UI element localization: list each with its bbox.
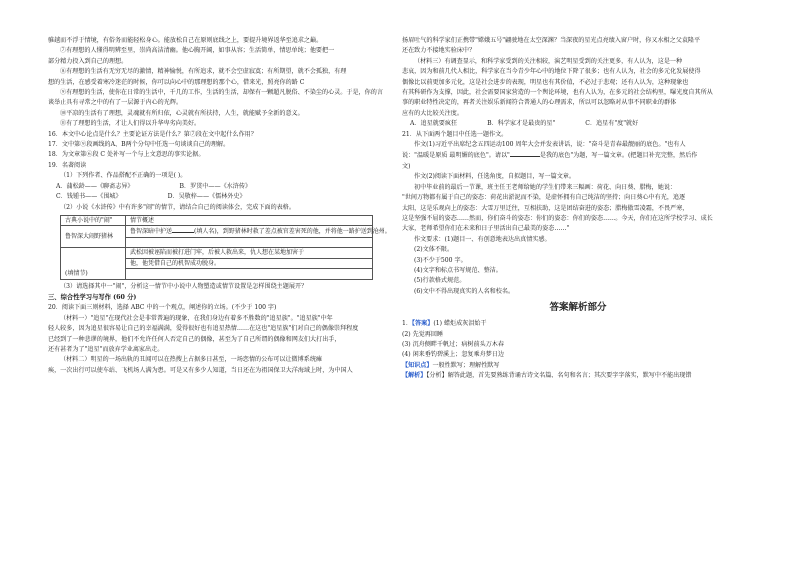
text-line: （材料一）"追星"在现代社会是非常普遍的现象，在我们身边有着多不胜数的"追星族"。"追星族"中年: [60, 314, 333, 322]
text-line: (2)文体不限。: [414, 246, 454, 254]
answer-text: (1) 蜡炬成灰泪始干: [433, 320, 487, 328]
text-line: ⑨有理想的生活，使你在日常的生活中，千几的工作，生活的生活，却保有一颗超凡脱俗、不染尘的心灵。于是，你的言: [60, 89, 383, 97]
question-20: 20．阅读下面三则材料，选择 ABC 中的一个观点，阐述你的立场。(不少于 100 字): [48, 304, 277, 312]
opinion-a: A．追星就要疯狂: [410, 120, 458, 128]
left-column: [48, 36, 398, 376]
question-16: 16．本文中心论点是什么？主要论证方法是什么？第⑦段在文中起什么作用？: [48, 130, 257, 138]
text-line: ⑦有理想的人懂得明辨至里，崇尚高洁清幽。他心胸开阔，如事从容；生活简单，情思单纯；他要把一: [60, 47, 335, 55]
text-span: 说："温暖是原质 最明媚的底色"。请以": [402, 152, 510, 160]
option-b: B．罗贯中——《水浒传》: [179, 182, 252, 190]
table-cell-text: 鲁智深暗中护送: [130, 228, 173, 236]
section-heading: 三、综合性学习与写作 (60 分): [48, 294, 137, 302]
question-17: 17．文中第⑨段画线的A、B两个分句中任选一句谈谈自己的理解。: [48, 141, 230, 149]
question-18: 18．为文章第⑥段 C 处补写一个与上文意思的事实论据。: [48, 151, 205, 159]
table-cell-text: (填人名)，到野猪林时救了差点被官差害死的他，并将他一路护送到沧州。: [194, 228, 391, 236]
knowledge-text: 一般性默写；理解性默写: [432, 361, 500, 369]
text-line: 这是坚强不屈的姿态……然而，你们奋斗的姿态：你们的姿态：你们的姿态……。今天，你们在这所学校学习、成长: [402, 214, 713, 222]
text-line: 部分精力投入到自己的理想。: [48, 57, 128, 65]
answer-line: (3) 沉舟侧畔千帆过；病树前头万木春: [402, 340, 504, 348]
fill-blank-label[interactable]: (填情节): [65, 270, 88, 278]
option-d: D．吴敬梓——《儒林外史》: [167, 193, 246, 201]
options-row: [48, 182, 398, 192]
text-line: （材料三）有调查显示，和科学家受到的关注相较，演艺明星受到的关注更多，有人认为，这是一种: [414, 57, 683, 65]
option-c: C．钱锺书——《围城》: [56, 193, 122, 201]
fill-blank[interactable]: [510, 150, 540, 157]
right-column: [402, 36, 754, 382]
table-cell: [126, 226, 391, 238]
question-19-3: （3）请选择其中一"闹"，分析这一情节中小说中人物塑造或情节设置是怎样围绕主题展开？: [60, 282, 308, 290]
table-cell: 武松因被诬陷而被打进门牢，后被人救出来，仇人想在某地加害于: [126, 248, 373, 259]
knowledge-line: [402, 361, 754, 371]
text-line: (4)文字和标点书写规范、整洁。: [414, 266, 502, 274]
text-line: 事的职业特性决定的，再者关注娱乐新闻符合普通人的心理需求，所以可以忽略对从事不同职业的群体: [402, 99, 677, 107]
text-line: [402, 150, 754, 161]
question-21: 21．从下面两个题目中任选一题作文。: [402, 130, 508, 138]
answer-section-title: 答案解析部分: [549, 302, 607, 314]
fill-blank[interactable]: [172, 226, 194, 233]
text-line: 扬眉吐气的科学家们正携带"嫦娥五号"翩驶地在太空深渊？当深夜的星光点亮绩入窗户时，你又水相之父袁隆平: [402, 37, 701, 44]
text-line: 还有甚者为了"追星"而放弃学业离家出走。: [48, 345, 164, 353]
text-line: (6)文中不得出现真实的人名和校名。: [414, 287, 515, 295]
option-a: A．蒲松龄——《聊斋志异》: [56, 182, 134, 190]
table-cell: [126, 269, 373, 280]
text-line: (3)不少于500 字。: [414, 256, 467, 264]
analysis-text: 【分析】解答此题，首先要熟练背诵古诗文名篇、名句和名言；其次要字字落实，默写中不能出现错: [426, 372, 692, 380]
answer-line: 1．【答案】(1) 蜡炬成灰泪始干: [402, 320, 487, 328]
text-line: 轻人较多，因为追星很容易让自己的幸福满满，爱得很好也有追星热情……在这也"追星族"们对自己的偶像崇拜程度: [48, 325, 359, 333]
text-line: 作文(1)习近平出席纪念五四运动100 周年大会并发表讲话，说："奋斗是青春最靓丽的底色。"也有人: [414, 141, 686, 149]
text-line: (5)行款格式规范。: [414, 277, 466, 285]
table-cell: 他，他凭借自己的机智成功脱身。: [126, 258, 373, 269]
opinion-b: B．科学家才是最贵的星": [487, 120, 556, 128]
question-19-1: （1）下列作者、作品搭配不正确的一项是( )。: [60, 172, 187, 180]
question-19: 19．名著阅读: [48, 161, 87, 169]
text-line: 偶像比以前更加多元化，这是社会进步的表现，明星也有其价值，不必过于悲观；还有人认为，这种现象也: [402, 78, 689, 86]
table-header: 情节概述: [126, 215, 373, 226]
text-line: 谈举止具有寻常之中的有了一层源于内心的光辉。: [48, 99, 183, 107]
text-line: 还在致力不接地实验床中？: [402, 47, 476, 55]
knowledge-tag: 【知识点】: [402, 361, 433, 369]
text-line: ⑩平凉的生活有了理想，灵魂就有所归依，心灵就有所扶持，人生，就能赋予全新的意义。: [60, 109, 304, 117]
analysis-line: [402, 371, 754, 381]
question-19-2: （2）小说《水浒传》中有许多"闹"的情节，请结合自己的阅读体会，完成下面的表格。: [60, 203, 295, 211]
text-line: "世间万物都有属于自己的姿态：荷花出淤泥而不染，是虚怀拥有自己纯洁的坚持；向日葵心中有光，追逐: [402, 194, 686, 202]
text-line: 大家，老师希望你们在未来和日子里活出自己最美的姿态……": [402, 225, 570, 233]
text-line: 作文要求：(1)题目一、有创意地表达出真情实感。: [414, 235, 551, 243]
options-row: [48, 192, 398, 202]
opinion-c: C．追星有"度"就好: [585, 120, 639, 128]
answer-tag: 【答案】: [411, 320, 434, 328]
text-line: 太阳，这是乐观向上的姿态：大雪万里迁往，互相扶助，这是团结奋进的姿态；腊梅傲雪凌霜，不畏严寒，: [402, 204, 689, 212]
answer-line: (4) 闲来垂钓碧溪上；忽复乘舟梦日边: [402, 351, 504, 359]
table-cell: 鲁智深大闹野猪林: [61, 226, 126, 248]
text-line: 初中毕业前的最后一节课，班主任王老师给她的学生们带来三幅画：荷花、向日葵、腊梅，她说：: [414, 183, 677, 191]
text-line: 痪，一次出行可以使车站、飞机场人满为患。可是又有多少人知道，当日还在为祖国保卫大洋海域上时，为中国人: [48, 366, 353, 374]
text-line: 骓越而不浮于情境，有俗务而能轻松身心。能放松自己在原则底线之上，要提升境界返华至追求之巅。: [48, 37, 323, 44]
text-line: 应有的大比较关注度。: [402, 109, 463, 117]
text-line: （材料二）明星的一场出轨的丑闻可以在热搜上占据多日甚至，一场恋情的公布可以让微博系统瘫: [60, 356, 323, 364]
text-span: 是我的底色"为题，写一篇文章。(把题目补充完整，然后作: [539, 152, 698, 160]
answer-line: (2) 先觉再回睡: [402, 330, 444, 338]
table-cell: [61, 248, 126, 280]
analysis-tag: 【解析】: [402, 372, 427, 380]
text-line: 悲哀，因为和前几代人相比，科学家在当今青少年心中的地位下降了很多；也有人认为，社会的多元化发展使得: [402, 68, 701, 76]
opinion-options: [402, 119, 754, 129]
table-cell: [126, 237, 373, 248]
text-line: 文): [402, 162, 411, 170]
text-line: 作文(2)阅读下面材料，任选角度，自拟题目，写一篇文章。: [414, 173, 575, 181]
table-header: 古典小说中的"闹": [61, 215, 126, 226]
text-line: 想的生活，在感受着寒冷迷茫的时候，你可以向心中的那理想的那个心，借来光，照亮你的路 C: [48, 78, 305, 86]
text-line: 有其科研作为支撑，因此，社会需要国家营造的一个舆论环境，也有人认为，在多元的社会结构里，曝光度自其所从: [402, 89, 713, 97]
text-line: 已经到了一种悲谬的境界，他们不允许任何人否定自己的偶像，甚至为了自己所谓的偶像和网友们大打出手，: [48, 335, 341, 343]
plot-table: [60, 215, 391, 280]
text-line: ⑪有了理想的生活，才让人们得以升华卑劣向美好。: [60, 120, 201, 128]
text-line: ⑧有理想的生活有无穷无尽的激情，精神愉悦，有所追求，就不会空虚寂寞；有所期望，就不会孤独，有理: [60, 68, 347, 76]
